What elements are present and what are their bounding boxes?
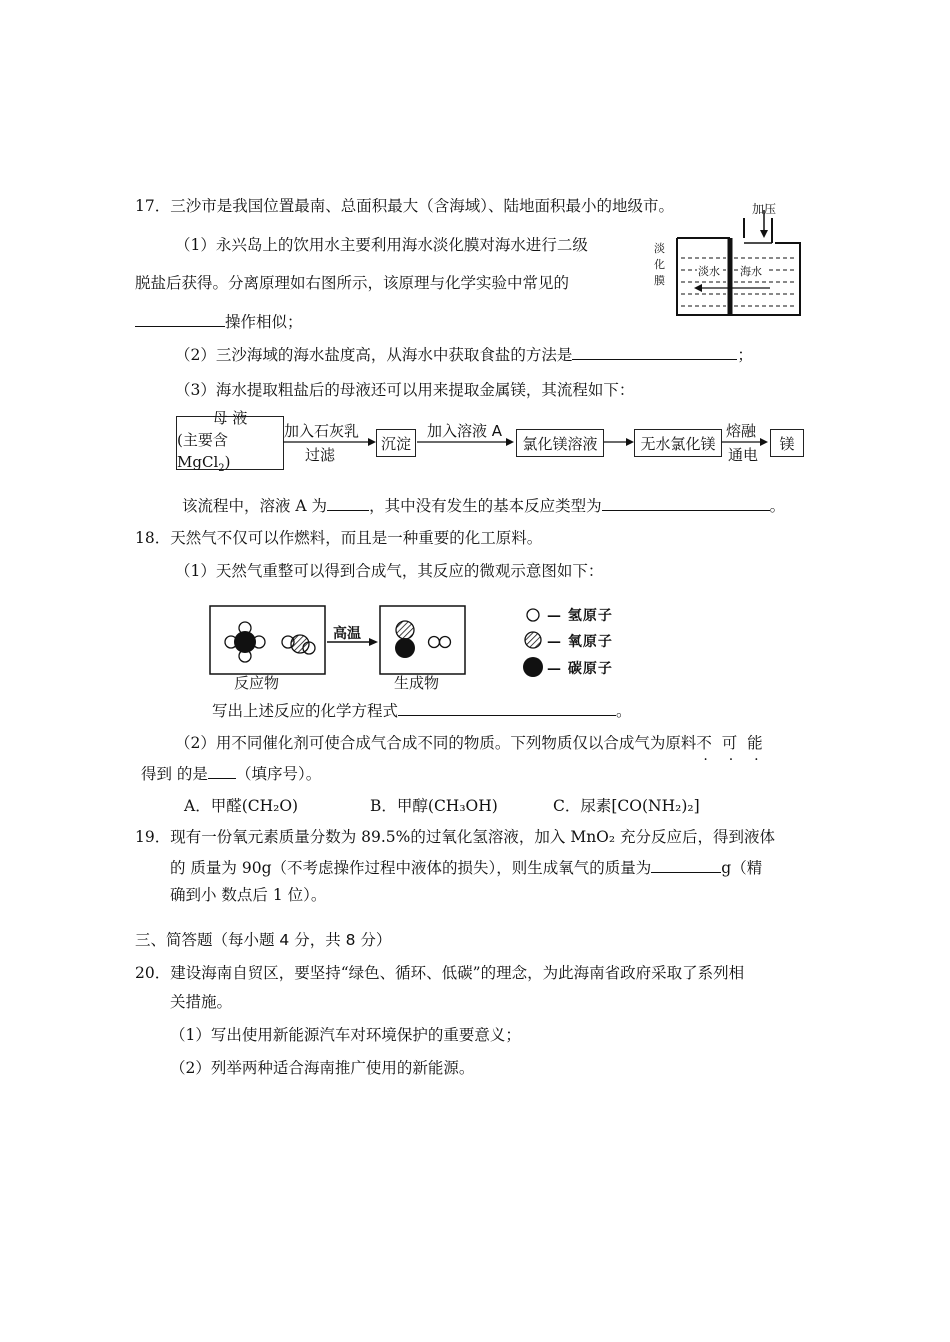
- membrane-label-3: 膜: [654, 274, 665, 287]
- flow-box1-sub: [177, 429, 283, 480]
- q17-part2: [175, 343, 753, 365]
- q18-part2-line2: [141, 762, 321, 784]
- q17-part1-line1: （1）永兴岛上的饮用水主要利用海水淡化膜对海水进行二级: [175, 236, 588, 254]
- q20-part1: （1）写出使用新能源汽车对环境保护的重要意义；: [170, 1026, 521, 1044]
- q18-part2-line1: [175, 733, 763, 753]
- section-title: 三、简答题（每小题 4 分，共 8 分）: [135, 931, 392, 949]
- q17-part2-end: ；: [737, 346, 753, 364]
- q18-part2-text: （2）用不同催化剂可使合成气合成不同的物质。下列物质仅以合成气为原料: [175, 734, 697, 752]
- q17-part2-text: （2）三沙海域的海水盐度高，从海水中获取食盐的方法是: [175, 346, 573, 364]
- q19-line2: [170, 856, 762, 878]
- flow-box-mgcl2-solution: 氯化镁溶液: [516, 429, 604, 457]
- q17-flow-question: [182, 494, 785, 516]
- reactants-label: 反应物: [234, 674, 280, 692]
- flow-box1-subscript: 2: [218, 462, 225, 474]
- q17-flow-q-text2: ，其中没有发生的基本反应类型为: [369, 497, 602, 515]
- q18-equation-text: 写出上述反应的化学方程式: [212, 702, 399, 720]
- reaction-condition: 高温: [333, 626, 361, 642]
- flow-box-mother-liquor: [176, 408, 284, 474]
- emphasis-can: 可: [721, 734, 738, 752]
- q19-line3: 确到小 数点后 1 位）。: [170, 886, 327, 904]
- q20-part2: （2）列举两种适合海南推广使用的新能源。: [170, 1059, 475, 1077]
- emphasis-not: 不: [696, 734, 712, 752]
- q17-part1-line3: [135, 310, 303, 332]
- desalination-diagram: [650, 198, 810, 320]
- q18-option-c: C．尿素[CO(NH₂)₂]: [553, 797, 700, 815]
- q19-line2-unit: g（精: [721, 859, 763, 877]
- answer-blank[interactable]: [208, 762, 236, 779]
- flow-arrow4-bottom: 通电: [728, 446, 759, 464]
- answer-blank[interactable]: [651, 856, 721, 873]
- answer-blank[interactable]: [327, 494, 369, 511]
- q18-option-a: A．甲醛(CH₂O): [184, 797, 299, 815]
- q20-line2: 关措施。: [170, 993, 233, 1011]
- q18-part1: （1）天然气重整可以得到合成气，其反应的微观示意图如下：: [175, 562, 604, 580]
- q18-equation-end: 。: [616, 702, 632, 720]
- q18-part2-text2: 得到 的是: [141, 765, 208, 783]
- q18-part2-text3: （填序号）。: [235, 765, 322, 783]
- answer-blank[interactable]: [572, 343, 737, 360]
- q17-flow-q-end: 。: [769, 497, 786, 515]
- legend-oxygen: — 氧原子: [547, 634, 613, 650]
- q17-flow-q-text1: 该流程中，溶液 A 为: [182, 497, 328, 515]
- flow-arrow1-bottom: 过滤: [305, 446, 336, 464]
- flow-box1-title: 母 液: [212, 408, 248, 427]
- flow-box-precipitate: 沉淀: [376, 429, 416, 457]
- q19-line2-text: 的 质量为 90g（不考虑操作过程中液体的损失），则生成氧气的质量为: [170, 859, 652, 877]
- q18-equation-line: [212, 699, 632, 721]
- answer-blank[interactable]: [135, 310, 225, 327]
- legend-hydrogen: — 氢原子: [547, 608, 613, 624]
- q17-stem: 17．三沙市是我国位置最南、总面积最大（含海域）、陆地面积最小的地级市。: [135, 197, 674, 215]
- q20-line1: 20．建设海南自贸区，要坚持“绿色、循环、低碳”的理念，为此海南省政府采取了系列相: [135, 964, 745, 982]
- flow-box1-text: (主要含 MgCl: [177, 430, 228, 471]
- pressure-label: 加压: [752, 202, 777, 216]
- q18-stem: 18．天然气不仅可以作燃料，而且是一种重要的化工原料。: [135, 529, 543, 547]
- answer-blank[interactable]: [602, 494, 770, 511]
- answer-blank[interactable]: [398, 699, 616, 716]
- flow-arrow2-top: 加入溶液 A: [427, 422, 503, 440]
- q19-line1: 19．现有一份氧元素质量分数为 89.5%的过氧化氢溶液，加入 MnO₂ 充分反应后，得到液体: [135, 828, 776, 846]
- q17-part1-tail: 操作相似；: [225, 313, 303, 331]
- membrane-label-2: 化: [654, 258, 665, 271]
- q17-part3: （3）海水提取粗盐后的母液还可以用来提取金属镁，其流程如下：: [175, 381, 635, 399]
- sea-water-label: 海水: [740, 265, 762, 278]
- q17-part1-line2: 脱盐后获得。分离原理如右图所示，该原理与化学实验中常见的: [135, 274, 570, 292]
- flow-box-anhydrous-mgcl2: 无水氯化镁: [634, 429, 722, 457]
- products-label: 生成物: [394, 674, 440, 692]
- flow-arrow4-top: 熔融: [726, 422, 757, 440]
- emphasis-able: 能: [747, 734, 763, 752]
- fresh-water-label: 淡水: [698, 265, 720, 278]
- flow-arrow1-top: 加入石灰乳: [284, 422, 360, 440]
- legend-carbon: — 碳原子: [547, 661, 613, 677]
- flow-box1-close: ): [224, 452, 231, 471]
- membrane-label-1: 淡: [654, 242, 665, 255]
- q18-option-b: B．甲醇(CH₃OH): [370, 797, 498, 815]
- flow-box-magnesium: 镁: [770, 429, 804, 457]
